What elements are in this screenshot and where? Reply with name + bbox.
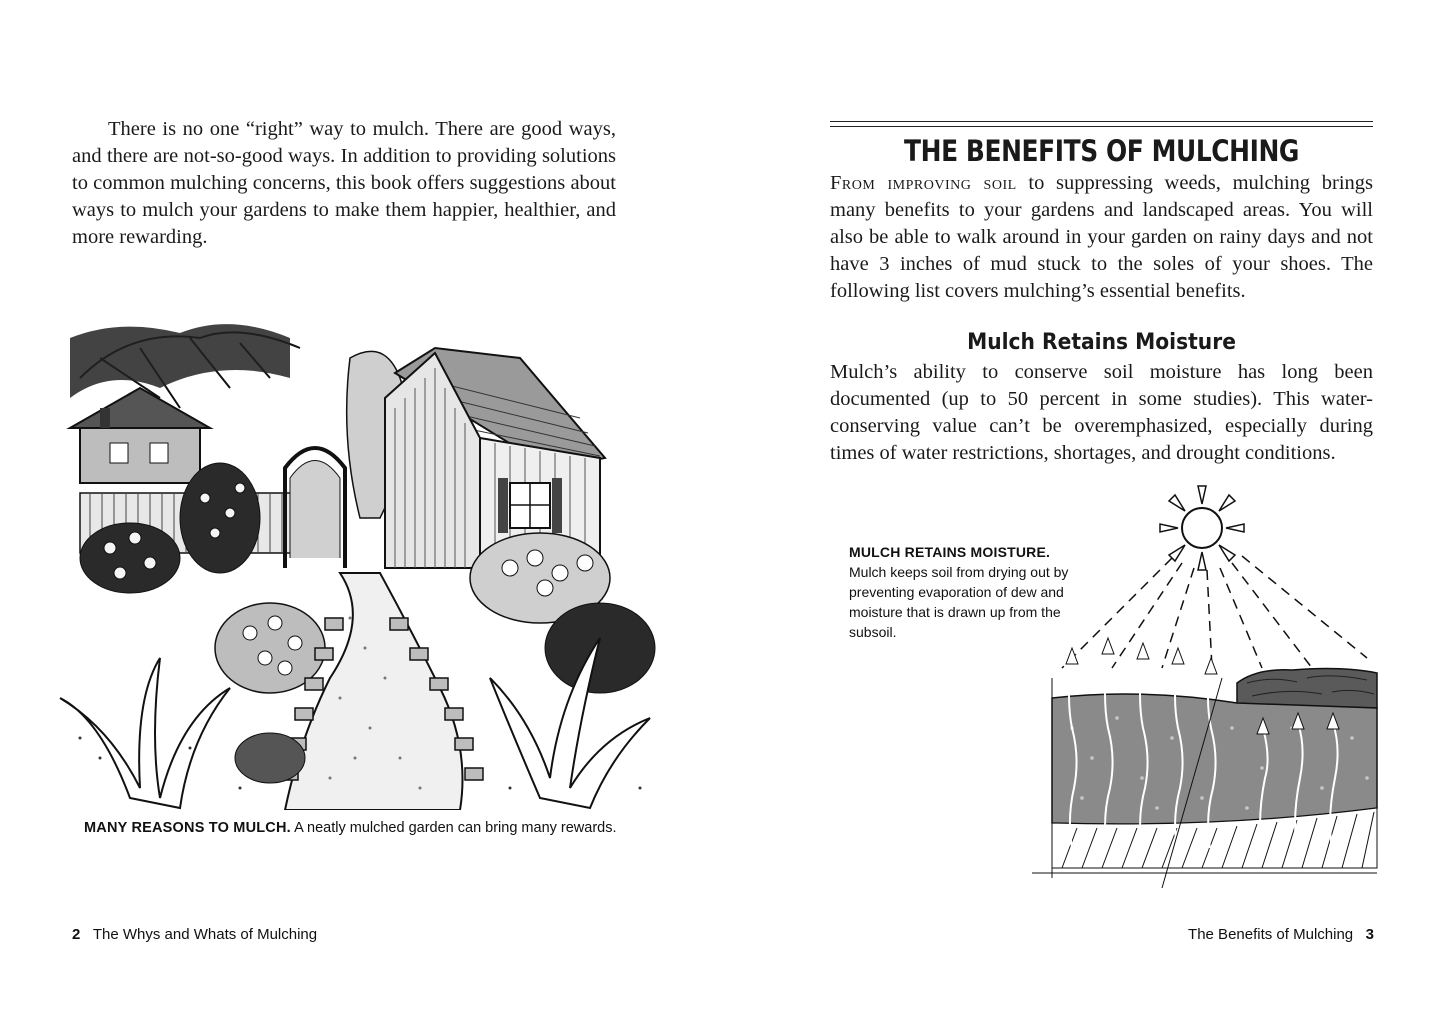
lead-in: From improving soil [830,172,1017,194]
left-page [0,0,722,1012]
running-head: The Benefits of Mulching [1188,926,1354,943]
intro-paragraph: There is no one “right” way to mulch. There are good ways, and there are not-so-good ways. In addition to providing solutions to common mulching concerns, this book offers suggestions about ways to mulch your gardens to make them happier, healthier, and more rewarding. [72,118,616,248]
garden-illustration [40,318,665,810]
figure-caption-title: MULCH RETAINS MOISTURE. [849,544,1051,560]
running-head: The Whys and Whats of Mulching [92,926,318,943]
folio [72,926,317,943]
benefits-text: to suppressing weeds, mulching brings many benefits to your gardens and landscaped areas. You will also be able to walk around in your garden on rainy days and not have 3 inches of mud stuck to the soles of your shoes. The following list covers mulching’s essential benefits. [830,172,1374,302]
figure-caption [84,818,684,838]
page-number: 2 [72,926,81,943]
subheading: Mulch Retains Moisture [967,330,1236,355]
figure-caption-text: A neatly mulched garden can bring many rewards. [290,820,617,836]
moisture-paragraph: Mulch’s ability to conserve soil moisture has long been documented (up to 50 percent in some studies). This water-conserving value can’t be overemphasized, especially during times of water restrictions, shortages, and drought conditions. [830,361,1373,464]
right-page [722,0,1445,1012]
section-rule [830,121,1373,122]
sun-icon [1160,486,1244,570]
section-title: THE BENEFITS OF MULCHING [904,134,1299,168]
figure-caption-text: Mulch keeps soil from drying out by preventing evaporation of dew and moisture that is drawn up from the subsoil. [849,564,1069,640]
folio [1188,926,1374,943]
page-number: 3 [1365,926,1374,943]
soil-moisture-diagram [1022,478,1382,888]
figure-caption-title: MANY REASONS TO MULCH. [84,820,291,836]
section-rule [830,126,1373,127]
benefits-paragraph [830,170,1373,305]
